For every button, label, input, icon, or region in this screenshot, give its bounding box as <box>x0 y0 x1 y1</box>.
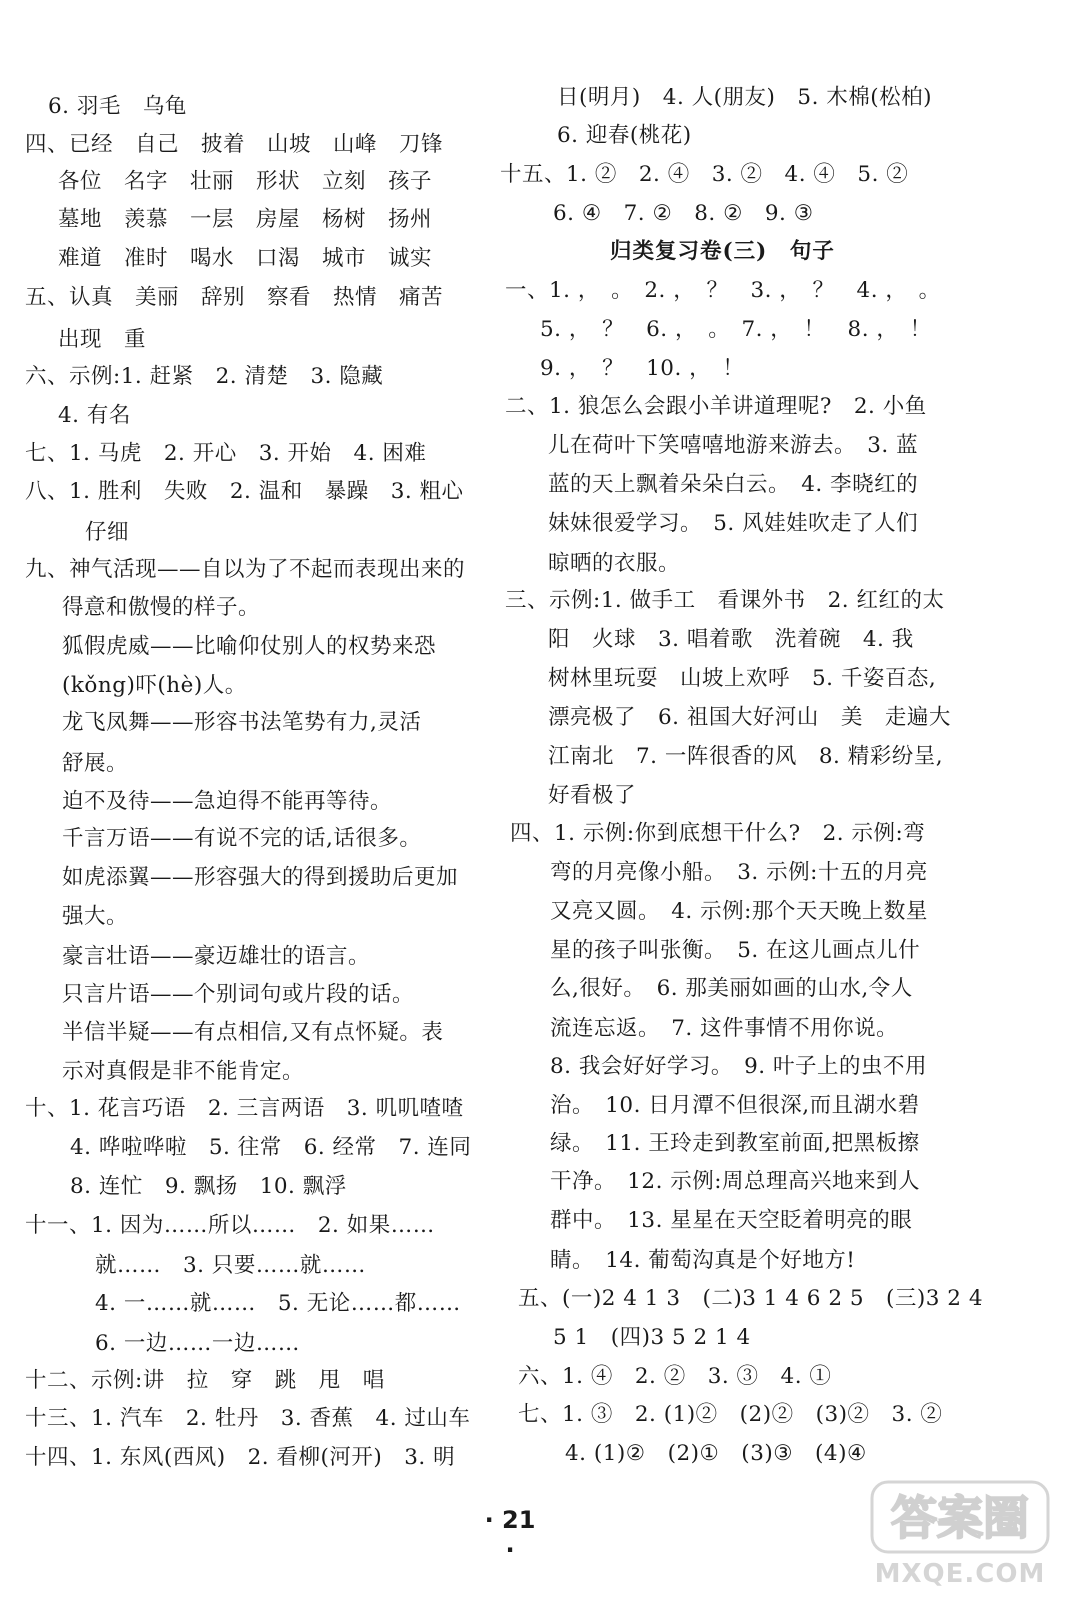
answer-line: 四、已经 自己 披着 山坡 山峰 刀锋 <box>25 132 444 157</box>
answer-line: 星的孩子叫张衡。 5. 在这儿画点儿什 <box>550 938 921 963</box>
answer-line: 5. ， ？ 6. ， 。 7. ， ！ 8. ， ！ <box>540 317 932 342</box>
answer-line: 三、示例:1. 做手工 看课外书 2. 红红的太 <box>505 588 945 613</box>
answer-line: 龙飞凤舞——形容书法笔势有力,灵活 <box>62 710 422 735</box>
answer-line: 6. ④ 7. ② 8. ② 9. ③ <box>553 201 814 226</box>
answer-line: 六、1. ④ 2. ② 3. ③ 4. ① <box>518 1364 832 1389</box>
answer-line: 出现 重 <box>58 327 147 352</box>
answer-line: 儿在荷叶下笑嘻嘻地游来游去。 3. 蓝 <box>548 433 919 458</box>
answer-line: 半信半疑——有点相信,又有点怀疑。表 <box>62 1020 444 1045</box>
answer-line: 九、神气活现——自以为了不起而表现出来的 <box>25 557 466 582</box>
answer-line: 4. (1)② (2)① (3)③ (4)④ <box>565 1441 867 1466</box>
answer-line: 江南北 7. 一阵很香的风 8. 精彩纷呈, <box>548 744 944 769</box>
answer-line: 日(明月) 4. 人(朋友) 5. 木棉(松柏) <box>557 85 933 110</box>
answer-line: 仔细 <box>85 520 130 545</box>
answer-line: 豪言壮语——豪迈雄壮的语言。 <box>62 944 371 969</box>
answer-line: 示对真假是非不能肯定。 <box>62 1059 305 1084</box>
answer-line: 蓝的天上飘着朵朵白云。 4. 李晓红的 <box>548 472 919 497</box>
answer-line: 5 1 (四)3 5 2 1 4 <box>553 1325 751 1350</box>
answer-line: 就…… 3. 只要……就…… <box>95 1253 366 1278</box>
answer-line: 6. 一边……一边…… <box>95 1331 300 1356</box>
answer-line: 千言万语——有说不完的话,话很多。 <box>62 826 422 851</box>
answer-line: 干净。 12. 示例:周总理高兴地来到人 <box>550 1169 921 1194</box>
answer-line: 阳 火球 3. 唱着歌 洗着碗 4. 我 <box>548 627 914 652</box>
answer-line: 墓地 羡慕 一层 房屋 杨树 扬州 <box>58 207 433 232</box>
page-number: · 21 · <box>484 1506 536 1564</box>
svg-text:MXQE.COM: MXQE.COM <box>874 1559 1046 1589</box>
answer-line: 四、1. 示例:你到底想干什么? 2. 示例:弯 <box>510 821 926 846</box>
answer-line: 十、1. 花言巧语 2. 三言两语 3. 叽叽喳喳 <box>25 1096 464 1121</box>
answer-line: 睛。 14. 葡萄沟真是个好地方! <box>550 1248 856 1273</box>
answer-line: 晾晒的衣服。 <box>548 551 681 576</box>
answer-line: (kǒng)吓(hè)人。 <box>62 673 247 698</box>
answer-line: 十五、1. ② 2. ④ 3. ② 4. ④ 5. ② <box>500 162 909 187</box>
answer-line: 五、认真 美丽 辞别 察看 热情 痛苦 <box>25 285 444 310</box>
section-title: 归类复习卷(三) 句子 <box>610 239 835 264</box>
answer-line: 得意和傲慢的样子。 <box>62 595 261 620</box>
answer-line: 树林里玩耍 山坡上欢呼 5. 千姿百态, <box>548 666 937 691</box>
answer-line: 4. 有名 <box>58 403 131 428</box>
answer-line: 七、1. 马虎 2. 开心 3. 开始 4. 困难 <box>25 441 427 466</box>
answer-line: 八、1. 胜利 失败 2. 温和 暴躁 3. 粗心 <box>25 479 464 504</box>
answer-line: 好看极了 <box>548 783 637 808</box>
answer-line: 流连忘返。 7. 这件事情不用你说。 <box>550 1016 899 1041</box>
watermark-logo <box>870 1478 1050 1590</box>
answer-line: 各位 名字 壮丽 形状 立刻 孩子 <box>58 169 433 194</box>
answer-line: 难道 准时 喝水 口渴 城市 诚实 <box>58 246 433 271</box>
svg-text:答案圈: 答案圈 <box>891 1491 1029 1545</box>
answer-line: 迫不及待——急迫得不能再等待。 <box>62 789 393 814</box>
answer-line: 4. 哗啦哗啦 5. 往常 6. 经常 7. 连同 <box>70 1135 472 1160</box>
answer-line: 十三、1. 汽车 2. 牡丹 3. 香蕉 4. 过山车 <box>25 1406 471 1431</box>
answer-line: 妹妹很爱学习。 5. 风娃娃吹走了人们 <box>548 511 919 536</box>
answer-line: 十二、示例:讲 拉 穿 跳 甩 唱 <box>25 1368 385 1393</box>
answer-line: 五、(一)2 4 1 3 (二)3 1 4 6 2 5 (三)3 2 4 <box>518 1286 983 1311</box>
answer-line: 只言片语——个别词句或片段的话。 <box>62 982 415 1007</box>
answer-line: 治。 10. 日月潭不但很深,而且湖水碧 <box>550 1093 920 1118</box>
answer-line: 8. 连忙 9. 飘扬 10. 飘浮 <box>70 1174 347 1199</box>
answer-line: 又亮又圆。 4. 示例:那个天天晚上数星 <box>550 899 928 924</box>
answer-line: 群中。 13. 星星在天空眨着明亮的眼 <box>550 1208 913 1233</box>
answer-line: 漂亮极了 6. 祖国大好河山 美 走遍大 <box>548 705 951 730</box>
answer-line: 十四、1. 东风(西风) 2. 看柳(河开) 3. 明 <box>25 1445 456 1470</box>
answer-line: 强大。 <box>62 904 129 929</box>
answer-line: 一、1. ， 。 2. ， ？ 3. ， ？ 4. ， 。 <box>505 278 941 303</box>
answer-line: 二、1. 狼怎么会跟小羊讲道理呢? 2. 小鱼 <box>505 394 927 419</box>
answer-line: 如虎添翼——形容强大的得到援助后更加 <box>62 865 459 890</box>
answer-line: 六、示例:1. 赶紧 2. 清楚 3. 隐藏 <box>25 364 384 389</box>
answer-line: 绿。 11. 王玲走到教室前面,把黑板擦 <box>550 1131 920 1156</box>
answer-line: 9. ， ？ 10. ， ！ <box>540 356 745 381</box>
answer-line: 舒展。 <box>62 751 129 776</box>
answer-line: 6. 迎春(桃花) <box>557 123 692 148</box>
answer-line: 七、1. ③ 2. (1)② (2)② (3)② 3. ② <box>518 1402 943 1427</box>
answer-line: 狐假虎威——比喻仰仗别人的权势来恐 <box>62 634 437 659</box>
answer-line: 4. 一……就…… 5. 无论……都…… <box>95 1291 461 1316</box>
answer-line: 8. 我会好好学习。 9. 叶子上的虫不用 <box>550 1054 927 1079</box>
answer-line: 么,很好。 6. 那美丽如画的山水,令人 <box>550 976 913 1001</box>
answer-line: 6. 羽毛 乌龟 <box>48 94 187 119</box>
answer-line: 弯的月亮像小船。 3. 示例:十五的月亮 <box>550 860 928 885</box>
answer-line: 十一、1. 因为……所以…… 2. 如果…… <box>25 1213 435 1238</box>
